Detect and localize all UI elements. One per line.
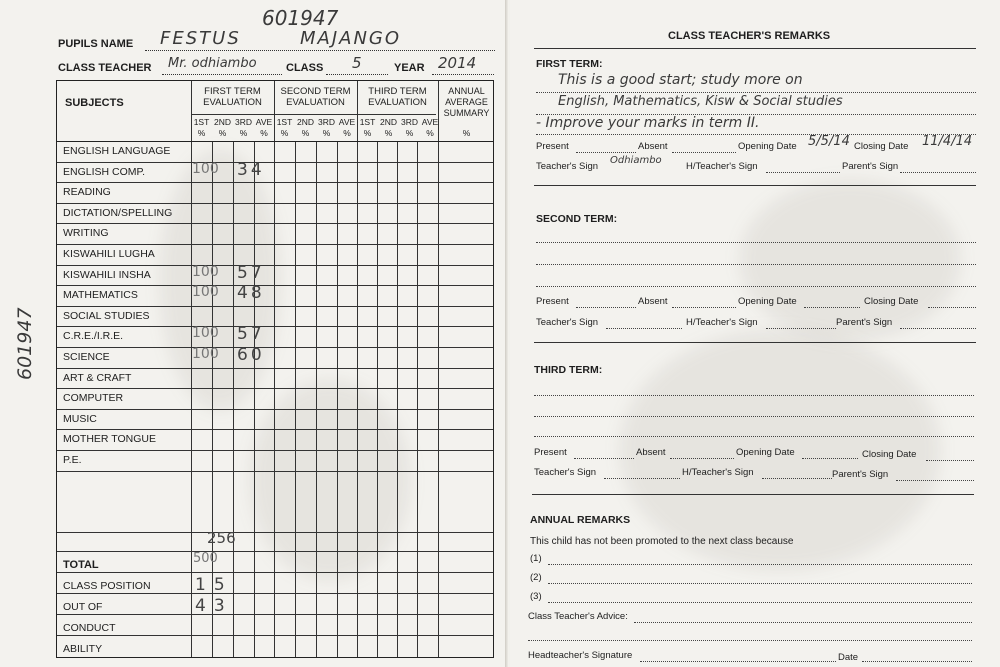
sub-header: 3RD bbox=[234, 117, 252, 127]
subject-out-of: 100 bbox=[192, 263, 219, 280]
subject-name: ENGLISH COMP. bbox=[63, 165, 146, 178]
sub-header: 1ST bbox=[276, 117, 293, 127]
second-teacher-sign-label: Teacher's Sign bbox=[536, 317, 599, 328]
pupil-first-name: FESTUS bbox=[160, 28, 241, 49]
class-position-label: CLASS POSITION bbox=[63, 580, 151, 592]
third-teacher-sign-label: Teacher's Sign bbox=[534, 467, 597, 478]
pupil-last-name: MAJANGO bbox=[300, 28, 402, 49]
advice-label: Class Teacher's Advice: bbox=[528, 611, 628, 622]
stain bbox=[740, 180, 960, 340]
subject-name: DICTATION/SPELLING bbox=[63, 206, 173, 219]
percent-label: % bbox=[405, 128, 414, 138]
year-line bbox=[432, 74, 494, 75]
subject-name: SCIENCE bbox=[63, 351, 110, 363]
percent-label: % bbox=[343, 128, 351, 138]
third-parent-sign-label: Parent's Sign bbox=[832, 469, 889, 480]
not-promoted-text: This child has not been promoted to the next class because bbox=[530, 536, 794, 547]
third-opening-date-label: Opening Date bbox=[736, 447, 795, 458]
subject-score: 57 bbox=[237, 262, 265, 283]
subject-out-of: 100 bbox=[192, 346, 219, 362]
second-absent-label: Absent bbox=[638, 296, 668, 307]
subject-name: MATHEMATICS bbox=[63, 289, 138, 302]
percent-label: % bbox=[426, 128, 434, 138]
first-term-label: FIRST TERM: bbox=[536, 58, 603, 70]
second-term-label: SECOND TERM: bbox=[536, 213, 618, 225]
first-closing-date-label: Closing Date bbox=[854, 141, 909, 152]
class-value: 5 bbox=[352, 54, 362, 72]
sub-header: AVE bbox=[421, 117, 439, 127]
second-present-label: Present bbox=[536, 296, 569, 307]
sub-header: AVE bbox=[338, 117, 356, 127]
percent-label: % bbox=[322, 128, 331, 138]
subject-score: 48 bbox=[237, 283, 265, 304]
reason-2-label: (2) bbox=[530, 572, 542, 583]
class-teacher-line bbox=[162, 74, 282, 75]
third-h-teacher-sign-label: H/Teacher's Sign bbox=[682, 467, 754, 478]
subject-name: ENGLISH LANGUAGE bbox=[63, 145, 171, 157]
subject-score: 57 bbox=[237, 324, 265, 345]
first-term-remark-1: This is a good start; study more on bbox=[558, 72, 803, 88]
sub-header: 2ND bbox=[213, 117, 231, 127]
first-term-remark-3: - Improve your marks in term II. bbox=[536, 115, 760, 131]
percent-label: % bbox=[280, 128, 289, 138]
total-label: TOTAL bbox=[63, 559, 99, 571]
sub-header: 3RD bbox=[317, 117, 335, 127]
subject-name: KISWAHILI LUGHA bbox=[63, 248, 155, 260]
report-table bbox=[56, 80, 494, 658]
subject-name: C.R.E./I.R.E. bbox=[63, 330, 124, 343]
first-term-header: FIRST TERM EVALUATION bbox=[203, 86, 262, 108]
total-out-of: 500 bbox=[193, 551, 218, 566]
annual-remarks-label: ANNUAL REMARKS bbox=[530, 514, 631, 526]
subject-name: MOTHER TONGUE bbox=[63, 433, 156, 446]
first-present-label: Present bbox=[536, 141, 569, 152]
subject-out-of: 100 bbox=[192, 325, 219, 342]
sub-header: 1ST bbox=[193, 117, 210, 127]
subject-out-of: 100 bbox=[192, 160, 219, 177]
title-rule bbox=[534, 48, 976, 49]
pupil-number-top: 601947 bbox=[262, 6, 339, 30]
subject-name: KISWAHILI INSHA bbox=[63, 268, 151, 281]
ability-label: ABILITY bbox=[63, 643, 103, 655]
sub-header: AVE bbox=[255, 117, 273, 127]
percent-label: % bbox=[260, 128, 268, 138]
subject-name: COMPUTER bbox=[63, 392, 124, 405]
reason-1-label: (1) bbox=[530, 553, 542, 564]
second-opening-date-label: Opening Date bbox=[738, 296, 797, 307]
third-term-label: THIRD TERM: bbox=[534, 364, 603, 376]
subject-name: SOCIAL STUDIES bbox=[63, 309, 150, 322]
headteacher-signature-label: Headteacher's Signature bbox=[528, 650, 633, 661]
pupil-name-line bbox=[145, 50, 495, 51]
first-teacher-signature: Odhiambo bbox=[610, 155, 662, 166]
third-absent-label: Absent bbox=[636, 447, 666, 458]
class-label: CLASS bbox=[286, 62, 324, 74]
first-closing-date: 11/4/14 bbox=[922, 134, 973, 149]
class-position-value: 15 bbox=[195, 575, 233, 595]
out-of-value: 43 bbox=[195, 596, 233, 616]
third-present-label: Present bbox=[534, 447, 567, 458]
year-label: YEAR bbox=[394, 62, 425, 74]
class-line bbox=[326, 74, 388, 75]
third-term-header: THIRD TERM EVALUATION bbox=[368, 86, 427, 108]
pupil-number-side: 601947 bbox=[14, 307, 36, 380]
conduct-label: CONDUCT bbox=[63, 622, 116, 634]
first-parent-sign-label: Parent's Sign bbox=[842, 161, 899, 172]
class-teacher-value: Mr. odhiambo bbox=[168, 56, 257, 71]
first-opening-date-label: Opening Date bbox=[738, 141, 797, 152]
second-closing-date-label: Closing Date bbox=[864, 296, 919, 307]
reason-3-label: (3) bbox=[530, 591, 542, 602]
sub-header: 2ND bbox=[379, 117, 397, 127]
subject-name: MUSIC bbox=[63, 412, 97, 425]
percent-label: % bbox=[197, 128, 206, 138]
percent-label: % bbox=[363, 128, 372, 138]
subjects-header: SUBJECTS bbox=[65, 97, 124, 109]
second-term-header: SECOND TERM EVALUATION bbox=[280, 86, 351, 108]
subject-score: 60 bbox=[237, 345, 265, 365]
pupil-name-label: PUPILS NAME bbox=[58, 38, 134, 50]
percent-label: % bbox=[462, 128, 471, 138]
sub-header: 3RD bbox=[400, 117, 418, 127]
first-term-remark-2: English, Mathematics, Kisw & Social studies bbox=[558, 94, 843, 109]
sub-header: 1ST bbox=[359, 117, 376, 127]
year-value: 2014 bbox=[438, 54, 477, 72]
first-absent-label: Absent bbox=[638, 141, 668, 152]
percent-label: % bbox=[384, 128, 393, 138]
subject-name: READING bbox=[63, 186, 111, 199]
annual-summary-header: ANNUAL AVERAGE SUMMARY bbox=[443, 86, 490, 118]
percent-label: % bbox=[301, 128, 310, 138]
subject-name: P.E. bbox=[63, 454, 82, 466]
class-teacher-label: CLASS TEACHER bbox=[58, 62, 152, 74]
first-h-teacher-sign-label: H/Teacher's Sign bbox=[686, 161, 758, 172]
subject-name: WRITING bbox=[63, 227, 109, 240]
subject-out-of: 100 bbox=[192, 284, 219, 301]
first-opening-date: 5/5/14 bbox=[808, 134, 850, 149]
total-score: 256 bbox=[207, 529, 236, 547]
subject-name: ART & CRAFT bbox=[63, 371, 132, 384]
second-h-teacher-sign-label: H/Teacher's Sign bbox=[686, 317, 758, 328]
right-page bbox=[510, 0, 1000, 667]
out-of-label: OUT OF bbox=[63, 601, 103, 613]
date-label: Date bbox=[838, 652, 859, 663]
third-closing-date-label: Closing Date bbox=[862, 449, 917, 460]
second-parent-sign-label: Parent's Sign bbox=[836, 317, 893, 328]
subject-score: 34 bbox=[237, 159, 265, 180]
first-teacher-sign-label: Teacher's Sign bbox=[536, 161, 599, 172]
percent-label: % bbox=[218, 128, 227, 138]
percent-label: % bbox=[239, 128, 248, 138]
remarks-title: CLASS TEACHER'S REMARKS bbox=[668, 30, 831, 42]
sub-header: 2ND bbox=[296, 117, 314, 127]
